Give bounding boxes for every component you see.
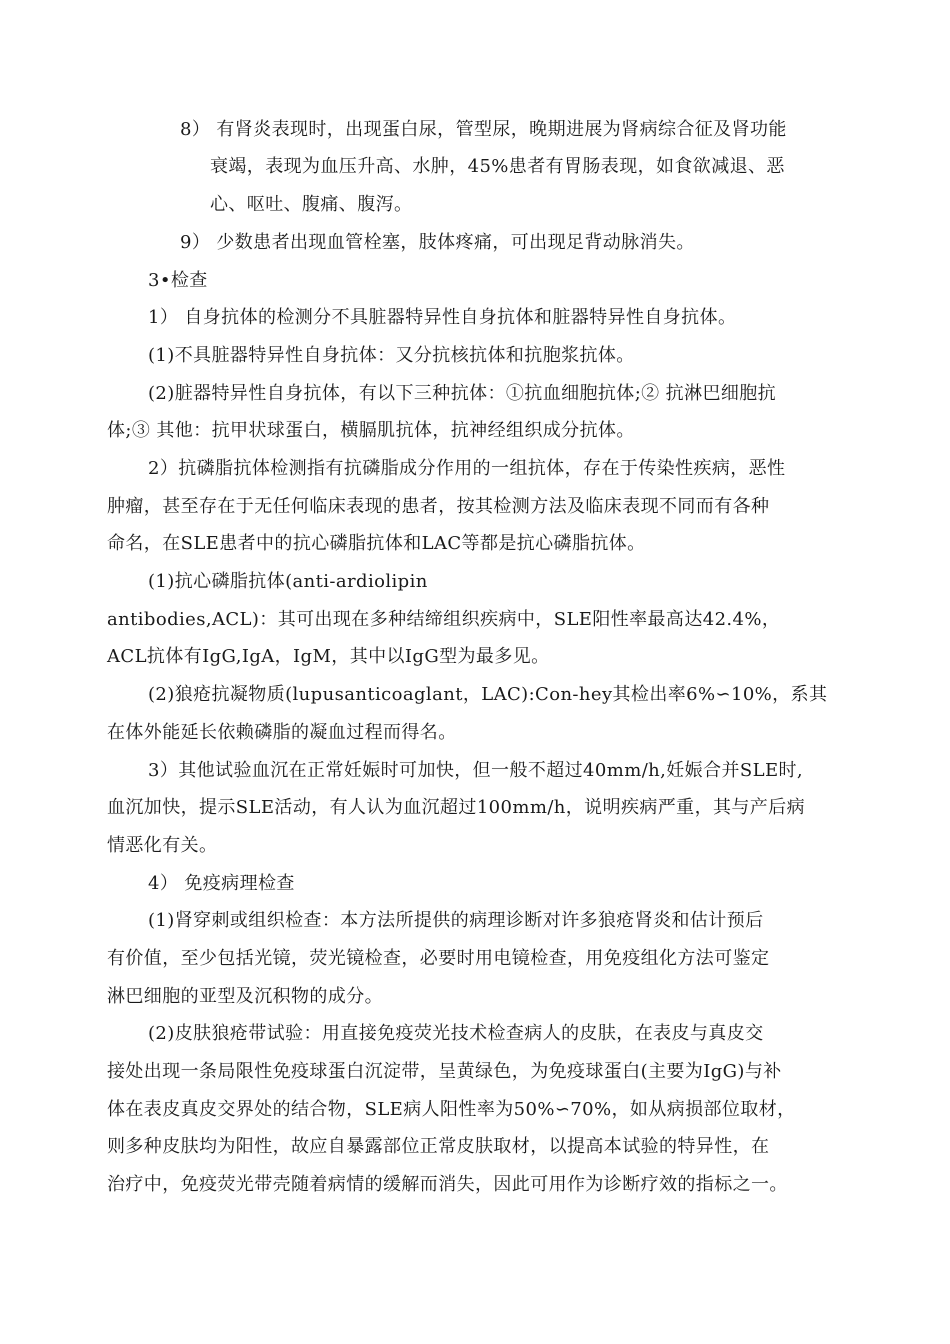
text-line: 有价值，至少包括光镜，荧光镜检查，必要时用电镜检查，用免疫组化方法可鉴定 bbox=[107, 948, 770, 969]
text-line: 则多种皮肤均为阳性，故应自暴露部位正常皮肤取材，以提高本试验的特异性，在 bbox=[107, 1136, 770, 1157]
text-line: 治疗中，免疫荧光带壳随着病情的缓解而消失，因此可用作为诊断疗效的指标之一。 bbox=[107, 1174, 788, 1195]
text-line: (2)脏器特异性自身抗体，有以下三种抗体：①抗血细胞抗体;② 抗淋巴细胞抗 bbox=[148, 383, 777, 404]
text-line: 1） 自身抗体的检测分不具脏器特异性自身抗体和脏器特异性自身抗体。 bbox=[148, 307, 737, 328]
text-line: 在体外能延长依赖磷脂的凝血过程而得名。 bbox=[107, 722, 457, 743]
text-line: 血沉加快，提示SLE活动，有人认为血沉超过100mm/h，说明疾病严重，其与产后病 bbox=[107, 797, 805, 818]
text-line: (2)狼疮抗凝物质(lupusanticoaglant，LAC):Con-hey其检出率6%∽10%，系其 bbox=[148, 684, 828, 705]
text-line: antibodies,ACL)：其可出现在多种结缔组织疾病中，SLE阳性率最高达42.4%， bbox=[107, 609, 781, 630]
text-line: 体;③ 其他：抗甲状球蛋白，横膈肌抗体，抗神经组织成分抗体。 bbox=[107, 420, 635, 441]
text-line: 8） 有肾炎表现时，出现蛋白尿，管型尿，晚期进展为肾病综合征及肾功能 bbox=[180, 119, 787, 140]
text-line: (1)抗心磷脂抗体(anti-ardiolipin bbox=[148, 571, 428, 592]
text-line: 4） 免疫病理检查 bbox=[148, 873, 295, 894]
text-line: (1)肾穿刺或组织检查：本方法所提供的病理诊断对许多狼疮肾炎和估计预后 bbox=[148, 910, 764, 931]
text-line: 衰竭，表现为血压升高、水肿，45%患者有胃肠表现，如食欲减退、恶 bbox=[210, 156, 785, 177]
text-line: 接处出现一条局限性免疫球蛋白沉淀带，呈黄绿色，为免疫球蛋白(主要为IgG)与补 bbox=[107, 1061, 782, 1082]
text-line: ACL抗体有IgG,IgA，IgM，其中以IgG型为最多见。 bbox=[107, 646, 550, 667]
text-line: 3）其他试验血沉在正常妊娠时可加快，但一般不超过40mm/h,妊娠合并SLE时, bbox=[148, 760, 804, 781]
text-line: 命名，在SLE患者中的抗心磷脂抗体和LAC等都是抗心磷脂抗体。 bbox=[107, 533, 646, 554]
text-line: 2）抗磷脂抗体检测指有抗磷脂成分作用的一组抗体，存在于传染性疾病，恶性 bbox=[148, 458, 786, 479]
section-heading: 3•检查 bbox=[148, 270, 208, 291]
text-line: (1)不具脏器特异性自身抗体：又分抗核抗体和抗胞浆抗体。 bbox=[148, 345, 635, 366]
text-line: 心、呕吐、腹痛、腹泻。 bbox=[210, 194, 413, 215]
text-line: 情恶化有关。 bbox=[107, 835, 218, 856]
text-line: 肿瘤，甚至存在于无任何临床表现的患者，按其检测方法及临床表现不同而有各种 bbox=[107, 496, 770, 517]
text-line: (2)皮肤狼疮带试验：用直接免疫荧光技术检查病人的皮肤，在表皮与真皮交 bbox=[148, 1023, 764, 1044]
text-line: 淋巴细胞的亚型及沉积物的成分。 bbox=[107, 986, 383, 1007]
text-line: 体在表皮真皮交界处的结合物，SLE病人阳性率为50%∽70%，如从病损部位取材， bbox=[107, 1099, 796, 1120]
text-line: 9） 少数患者出现血管栓塞，肢体疼痛，可出现足背动脉消失。 bbox=[180, 232, 695, 253]
